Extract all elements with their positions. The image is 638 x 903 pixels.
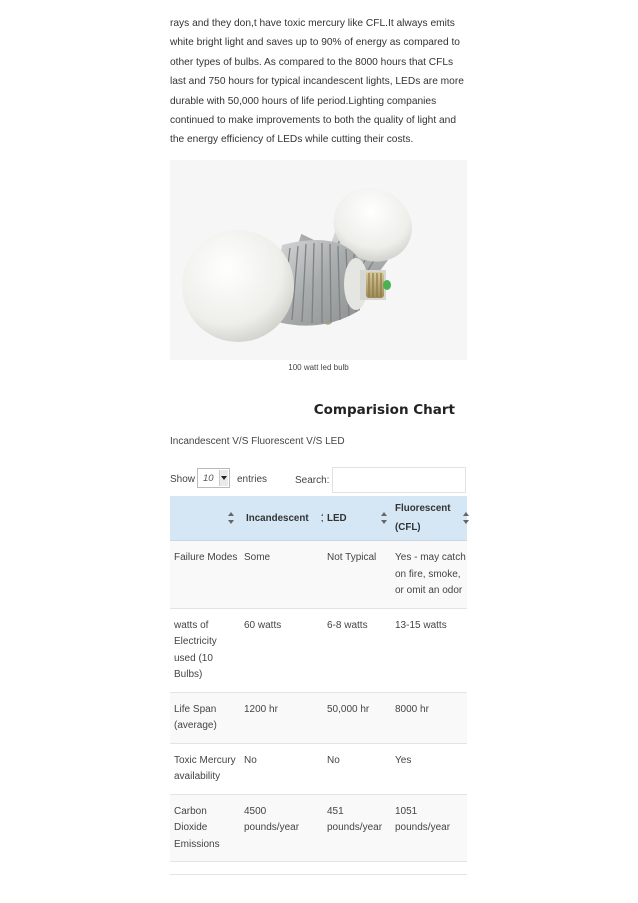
row-label: Toxic Mercury availability [170,743,240,794]
intro-paragraph [170,14,470,150]
sort-icon [463,512,469,524]
table-cell: No [323,743,391,794]
table-cell: 8000 hr [391,692,467,743]
table-cell: 50,000 hr [323,692,391,743]
table-cell: Some [240,541,323,609]
table-row [170,541,467,609]
search-label: Search: [295,475,330,486]
column-header-led[interactable]: LED [323,496,391,541]
row-label: Carbon Dioxide Emissions [170,794,240,862]
table-cell: Not Typical [323,541,391,609]
intro-text: rays and they don,t have toxic mercury like CFL.It always emits white bright light and saves up to 90% of energy as compared to other types of bulbs. As compared to the 8000 hours that CFLs last and 750 hours for typical incandescent lights, LEDs are more durable with 50,000 hours of life period.Lighting companies continued to make improvements to both the quality of light and the energy efficiency of LEDs while cutting their costs. [170,18,464,146]
image-caption: 100 watt led bulb [288,363,349,372]
sort-icon [381,512,387,524]
table-cell: 4500 pounds/year [240,794,323,862]
column-header-fluorescent[interactable]: Fluorescent (CFL) [391,496,467,541]
table-row [170,794,467,862]
table-cell: Yes - may catch on fire, smoke, or omit an odor [391,541,467,609]
table-cell: No [240,743,323,794]
table-controls [170,466,467,494]
led-bulbs-illustration [170,160,467,360]
row-label: Failure Modes [170,541,240,609]
table-cell: 451 pounds/year [323,794,391,862]
column-header-blank[interactable] [170,496,240,541]
table-cell: Yes [391,743,467,794]
sort-icon [228,512,234,524]
table-row [170,743,467,794]
table-cell: 13-15 watts [391,608,467,692]
dropdown-arrow-icon[interactable] [219,470,228,486]
table-row [170,608,467,692]
comparison-table [170,496,467,875]
section-subheading: Incandescent V/S Fluorescent V/S LED [170,436,345,447]
row-label: Life Span (average) [170,692,240,743]
table-row-partial [170,862,467,875]
entries-label: entries [237,474,268,485]
show-label: Show [170,474,196,485]
table-cell: 1051 pounds/year [391,794,467,862]
table-row [170,692,467,743]
table-cell: 60 watts [240,608,323,692]
search-input[interactable] [332,467,466,493]
page-size-select[interactable] [197,468,230,488]
led-bulb-image [170,160,467,360]
column-header-incandescent[interactable]: Incandescent [240,496,323,541]
table-header-row [170,496,467,541]
table-cell: 6-8 watts [323,608,391,692]
row-label: watts of Electricity used (10 Bulbs) [170,608,240,692]
page-size-value: 10 [203,473,214,484]
section-heading: Comparision Chart [313,402,455,418]
table-cell: 1200 hr [240,692,323,743]
